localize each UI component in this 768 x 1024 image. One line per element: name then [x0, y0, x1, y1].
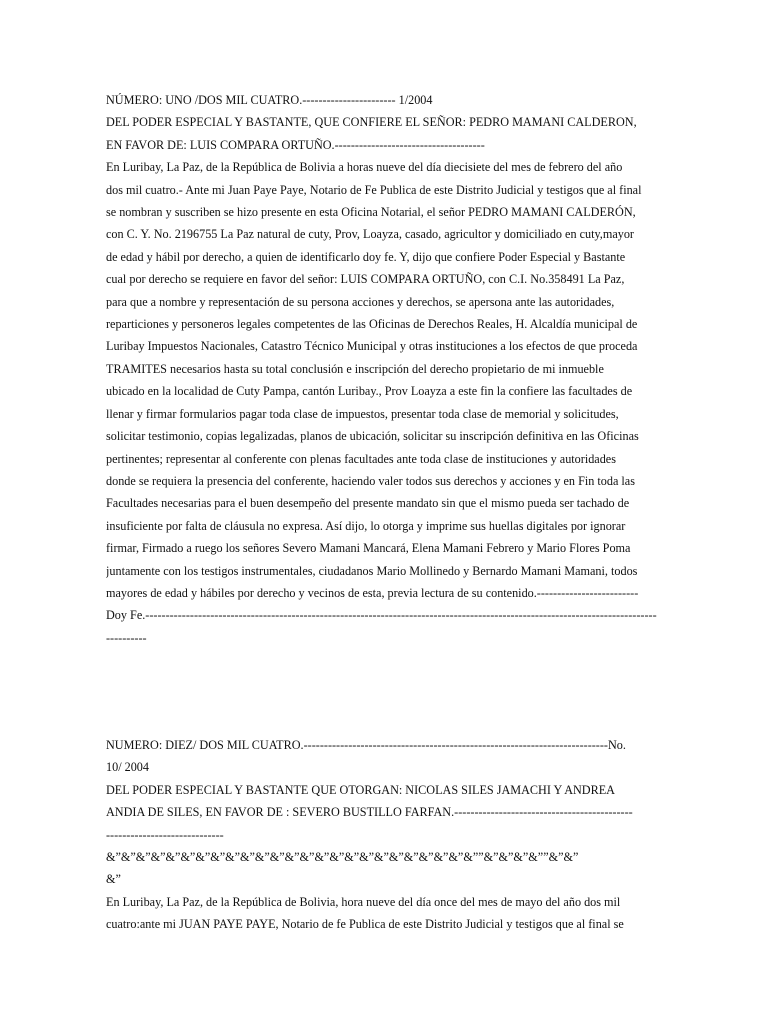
body-text-line: pertinentes; representar al conferente con plenas facultades ante toda clase de instituciones y autoridades: [106, 451, 616, 466]
body-text-line: se nombran y suscriben se hizo presente en esta Oficina Notarial, el señor PEDRO MAMANI CALDERÓN,: [106, 205, 636, 220]
doy-fe-line: Doy Fe.------------------------------------------------------------------------------------------------------------------------------: [106, 608, 657, 623]
body-text-line: Facultades necesarias para el buen desempeño del presente mandato sin que el mismo pueda ser tachado de: [106, 496, 630, 511]
body-text-line: En Luribay, La Paz, de la República de Bolivia a horas nueve del día diecisiete del mes de febrero del año: [106, 160, 623, 175]
body-text-line: de edad y hábil por derecho, a quien de identificarlo doy fe. Y, dijo que confiere Poder Especial y Bastante: [106, 249, 626, 264]
symbol-filler-line: &”: [106, 872, 121, 887]
notarial-record-1: [106, 89, 660, 649]
record-number-line: 10/ 2004: [106, 760, 149, 775]
record-title-line: ANDIA DE SILES, EN FAVOR DE : SEVERO BUSTILLO FARFAN.--------------------------------------------: [106, 805, 633, 820]
body-text-line: mayores de edad y hábiles por derecho y vecinos de esta, previa lectura de su contenido.-------------------------: [106, 585, 639, 600]
body-text-line: dos mil cuatro.- Ante mi Juan Paye Paye, Notario de Fe Publica de este Distrito Judicial y testigos que al final: [106, 182, 642, 197]
body-text-line: reparticiones y personeros legales competentes de las Oficinas de Derechos Reales, H. Alcaldía municipal de: [106, 317, 638, 332]
dash-filler-line: ----------: [106, 630, 147, 645]
body-text-line: Luribay Impuestos Nacionales, Catastro Técnico Municipal y otras instituciones a los efectos de que proceda: [106, 339, 638, 354]
body-text-line: TRAMITES necesarios hasta su total conclusión e inscripción del derecho propietario de mi inmueble: [106, 361, 604, 376]
body-text-line: ubicado en la localidad de Cuty Pampa, cantón Luribay., Prov Loayza a este fin la confiere las facultades de: [106, 384, 633, 399]
record-title-line: DEL PODER ESPECIAL Y BASTANTE QUE OTORGAN: NICOLAS SILES JAMACHI Y ANDREA: [106, 782, 615, 797]
body-text-line: solicitar testimonio, copias legalizadas, planos de ubicación, solicitar su inscripción definitiva en las Oficinas: [106, 429, 639, 444]
record-number-line: NUMERO: DIEZ/ DOS MIL CUATRO.---------------------------------------------------------------------------No.: [106, 738, 626, 752]
body-text-line: llenar y firmar formularios pagar toda clase de impuestos, presentar toda clase de memorial y solicitudes,: [106, 406, 619, 421]
record-number-line: NÚMERO: UNO /DOS MIL CUATRO.----------------------- 1/2004: [106, 93, 433, 107]
symbol-filler-line: &”&”&”&”&”&”&”&”&”&”&”&”&”&”&”&”&”&”&”&”&”&”&”&”&””&”&”&”&””&”&”: [106, 850, 579, 865]
record-title-line: DEL PODER ESPECIAL Y BASTANTE, QUE CONFIERE EL SEÑOR: PEDRO MAMANI CALDERON,: [106, 115, 637, 130]
notarial-record-2: [106, 734, 660, 936]
body-text-line: juntamente con los testigos instrumentales, ciudadanos Mario Mollinedo y Bernardo Mamani Mamani, todos: [106, 563, 638, 578]
body-text-line: cuatro:ante mi JUAN PAYE PAYE, Notario de fe Publica de este Distrito Judicial y testigos que al final se: [106, 917, 624, 932]
body-text-line: para que a nombre y representación de su persona acciones y derechos, se apersona ante las autoridades,: [106, 294, 615, 309]
body-text-line: insuficiente por falta de cláusula no expresa. Así dijo, lo otorga y imprime sus huellas digitales por ignorar: [106, 518, 626, 533]
record-title-line: EN FAVOR DE: LUIS COMPARA ORTUÑO.-------------------------------------: [106, 137, 485, 152]
body-text-line: En Luribay, La Paz, de la República de Bolivia, hora nueve del día once del mes de mayo del año dos mil: [106, 894, 621, 909]
body-text-line: donde se requiera la presencia del conferente, haciendo valer todos sus derechos y acciones y en Fin toda las: [106, 473, 635, 488]
body-text-line: firmar, Firmado a ruego los señores Severo Mamani Mancará, Elena Mamani Febrero y Mario Flores Poma: [106, 541, 631, 556]
body-text-line: con C. Y. No. 2196755 La Paz natural de cuty, Prov, Loayza, casado, agricultor y domiciliado en cuty,mayor: [106, 227, 634, 242]
dash-filler-line: -----------------------------: [106, 827, 224, 842]
body-text-line: cual por derecho se requiere en favor del señor: LUIS COMPARA ORTUÑO, con C.I. No.358491 La Paz,: [106, 272, 625, 287]
